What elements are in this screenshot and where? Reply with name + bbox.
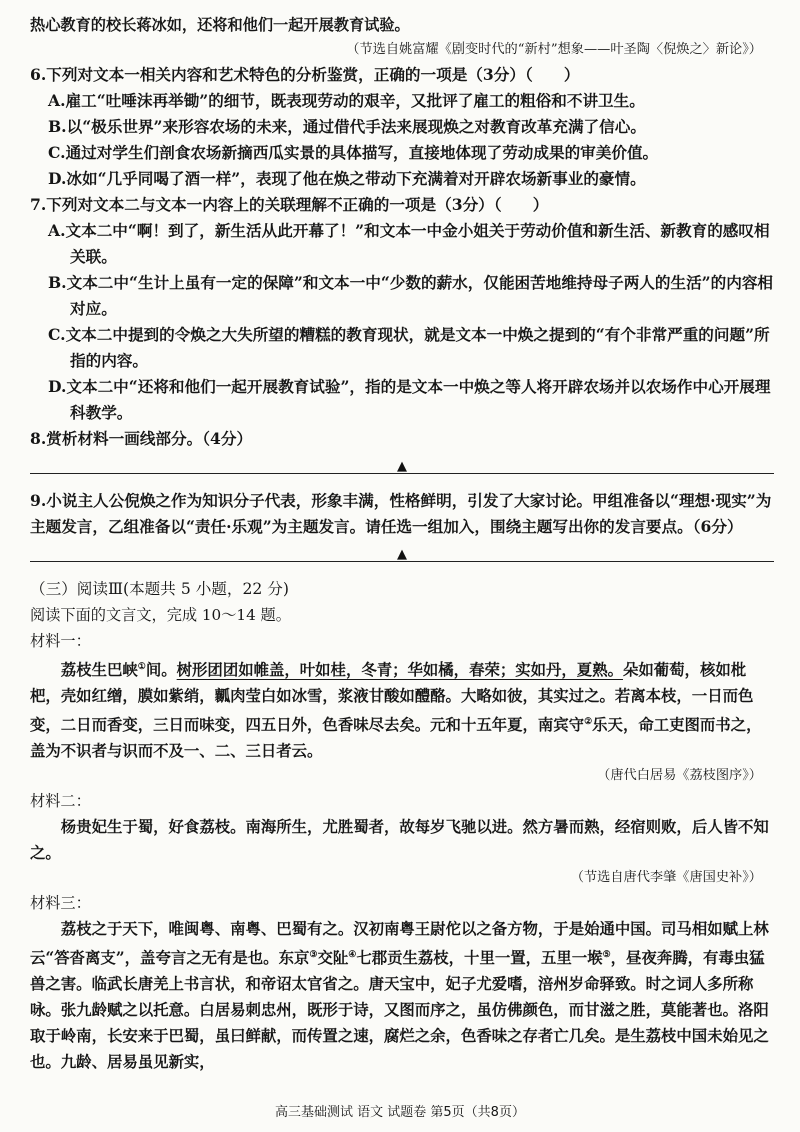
answer-divider-1 — [30, 454, 774, 484]
material-2-label: 材料二： — [30, 792, 91, 811]
material-1-label: 材料一： — [30, 632, 91, 650]
intro-source: （节选自姚富耀《剧变时代的“新村”想象——叶圣陶〈倪焕之〉新论》） — [346, 42, 762, 57]
triangle-icon: ▲ — [397, 547, 407, 562]
answer-divider-2 — [30, 542, 774, 572]
question-7-option-a: A.文本二中“啊！到了，新生活从此开幕了！”和文本一中金小姐关于劳动价值和新生活、新教育的感叹相关联。 — [48, 221, 770, 266]
material-3-text — [30, 916, 774, 1075]
material-3-part-4: ，昼夜奔腾，有毒虫猛兽之害。临武长唐羌上书言状，和帝诏太官省之。唐天宝中，妃子尤爱嗜，涪州岁命驿致。时之词人多所称咏。张九龄赋之以托意。白居易刺忠州，既形于诗，又图而序之，虽仿佛颜色，而甘滋之胜，莫能著也。洛阳取于岭南，长安来于巴蜀，虽曰鲜献，而传置之速，腐烂之余，色香味之存者亡几矣。是生荔枝中国未始见之也。九龄、居易虽见新实， — [30, 949, 769, 1072]
material-2-text: 杨贵妃生于蜀，好食荔枝。南海所生，尤胜蜀者，故每岁飞驰以进。然方暑而熟，经宿则败，后人皆不知之。 — [30, 818, 769, 863]
question-7-option-c: C.文本二中提到的令焕之大失所望的糟糕的教育现状，就是文本一中焕之提到的“有个非常严重的问题”所指的内容。 — [48, 325, 770, 370]
question-6-option-d: D.冰如“几乎同喝了酒一样”，表现了他在焕之带动下充满着对开辟农场新事业的豪情。 — [48, 169, 646, 188]
material-1-pre: 荔枝生巴峡 — [60, 661, 138, 680]
question-6-stem: 6.下列对文本一相关内容和艺术特色的分析鉴赏，正确的一项是（3分）（ ） — [30, 65, 580, 84]
divider-line — [30, 473, 774, 474]
material-1-text — [30, 654, 774, 764]
question-7-option-d: D.文本二中“还将和他们一起开展教育试验”，指的是文本一中焕之等人将开辟农场并以农场作中心开展理科教学。 — [48, 377, 771, 422]
divider-line — [30, 561, 774, 562]
footnote-5: ⑤ — [602, 950, 611, 961]
question-9-stem: 9.小说主人公倪焕之作为知识分子代表，形象丰满，性格鲜明，引发了大家讨论。甲组准备以“理想·现实”为主题发言，乙组准备以“责任·乐观”为主题发言。请任选一组加入，围绕主题写出你的发言要点。（6分） — [30, 491, 772, 536]
question-7 — [30, 192, 774, 426]
footnote-4: ④ — [348, 950, 357, 961]
material-3-part-3: 七郡贡生荔枝，十里一置，五里一堠 — [356, 949, 603, 968]
triangle-icon: ▲ — [397, 459, 407, 474]
question-6 — [30, 62, 774, 192]
material-3-part-1: 荔枝之于天下，唯闽粤、南粤、巴蜀有之。汉初南粤王尉佗以之备方物，于是始通中国。司马相如赋上林云“答沓离支”，盖夸言之无有是也。东京 — [30, 920, 769, 968]
material-1-rest: 朵如葡萄，核如枇杷，壳如红缯，膜如紫绡，瓤肉莹白如冰雪，浆液甘酸如醴酪。大略如彼，其实过之。若离本枝，一日而色变，二日而香变，三日而味变，四五日外，色香味尽去矣。元和十五年夏，南宾守 — [30, 661, 754, 735]
material-2-source: （节选自唐代李肇《唐国史补》） — [570, 870, 762, 886]
question-6-option-b: B.以“极乐世界”来形容农场的未来，通过借代手法来展现焕之对教育改革充满了信心。 — [48, 117, 646, 136]
question-7-stem: 7.下列对文本二与文本一内容上的关联理解不正确的一项是（3分）（ ） — [30, 195, 549, 214]
section-3-instruction: 阅读下面的文言文，完成 10～14 题。 — [30, 606, 291, 624]
footnote-1: ① — [137, 662, 146, 672]
intro-text: 热心教育的校长蒋冰如，还将和他们一起开展教育试验。 — [30, 16, 410, 34]
question-6-option-c: C.通过对学生们剖食农场新摘西瓜实景的具体描写，直接地体现了劳动成果的审美价值。 — [48, 143, 659, 162]
material-3-part-2: 交阯 — [317, 949, 349, 968]
footnote-2: ② — [584, 717, 593, 728]
footnote-3: ③ — [309, 950, 318, 961]
material-1-source: （唐代白居易《荔枝图序》） — [597, 768, 762, 784]
material-3-label: 材料三： — [30, 894, 91, 913]
question-8-stem: 8.赏析材料一画线部分。（4分） — [30, 429, 253, 448]
question-7-option-b: B.文本二中“生计上虽有一定的保障”和文本一中“少数的薪水，仅能困苦地维持母子两人的生活”的内容相对应。 — [48, 273, 774, 318]
page-footer: 高三基础测试 语文 试题卷 第5页（共8页） — [275, 1105, 525, 1120]
question-6-option-a: A.雇工“吐唾沫再举锄”的细节，既表现劳动的艰辛，又批评了雇工的粗俗和不讲卫生。 — [48, 91, 645, 110]
material-1-underlined: 树形团团如帷盖，叶如桂，冬青；华如橘，春荣；实如丹，夏熟。 — [176, 661, 623, 680]
material-1-end: 乐天，命工吏图而书之，盖为不识者与识而不及一、二、三日者云。 — [30, 716, 762, 761]
material-1-mid: 间。 — [145, 661, 177, 680]
section-3-title: （三）阅读Ⅲ(本题共 5 小题，22 分) — [30, 580, 289, 598]
